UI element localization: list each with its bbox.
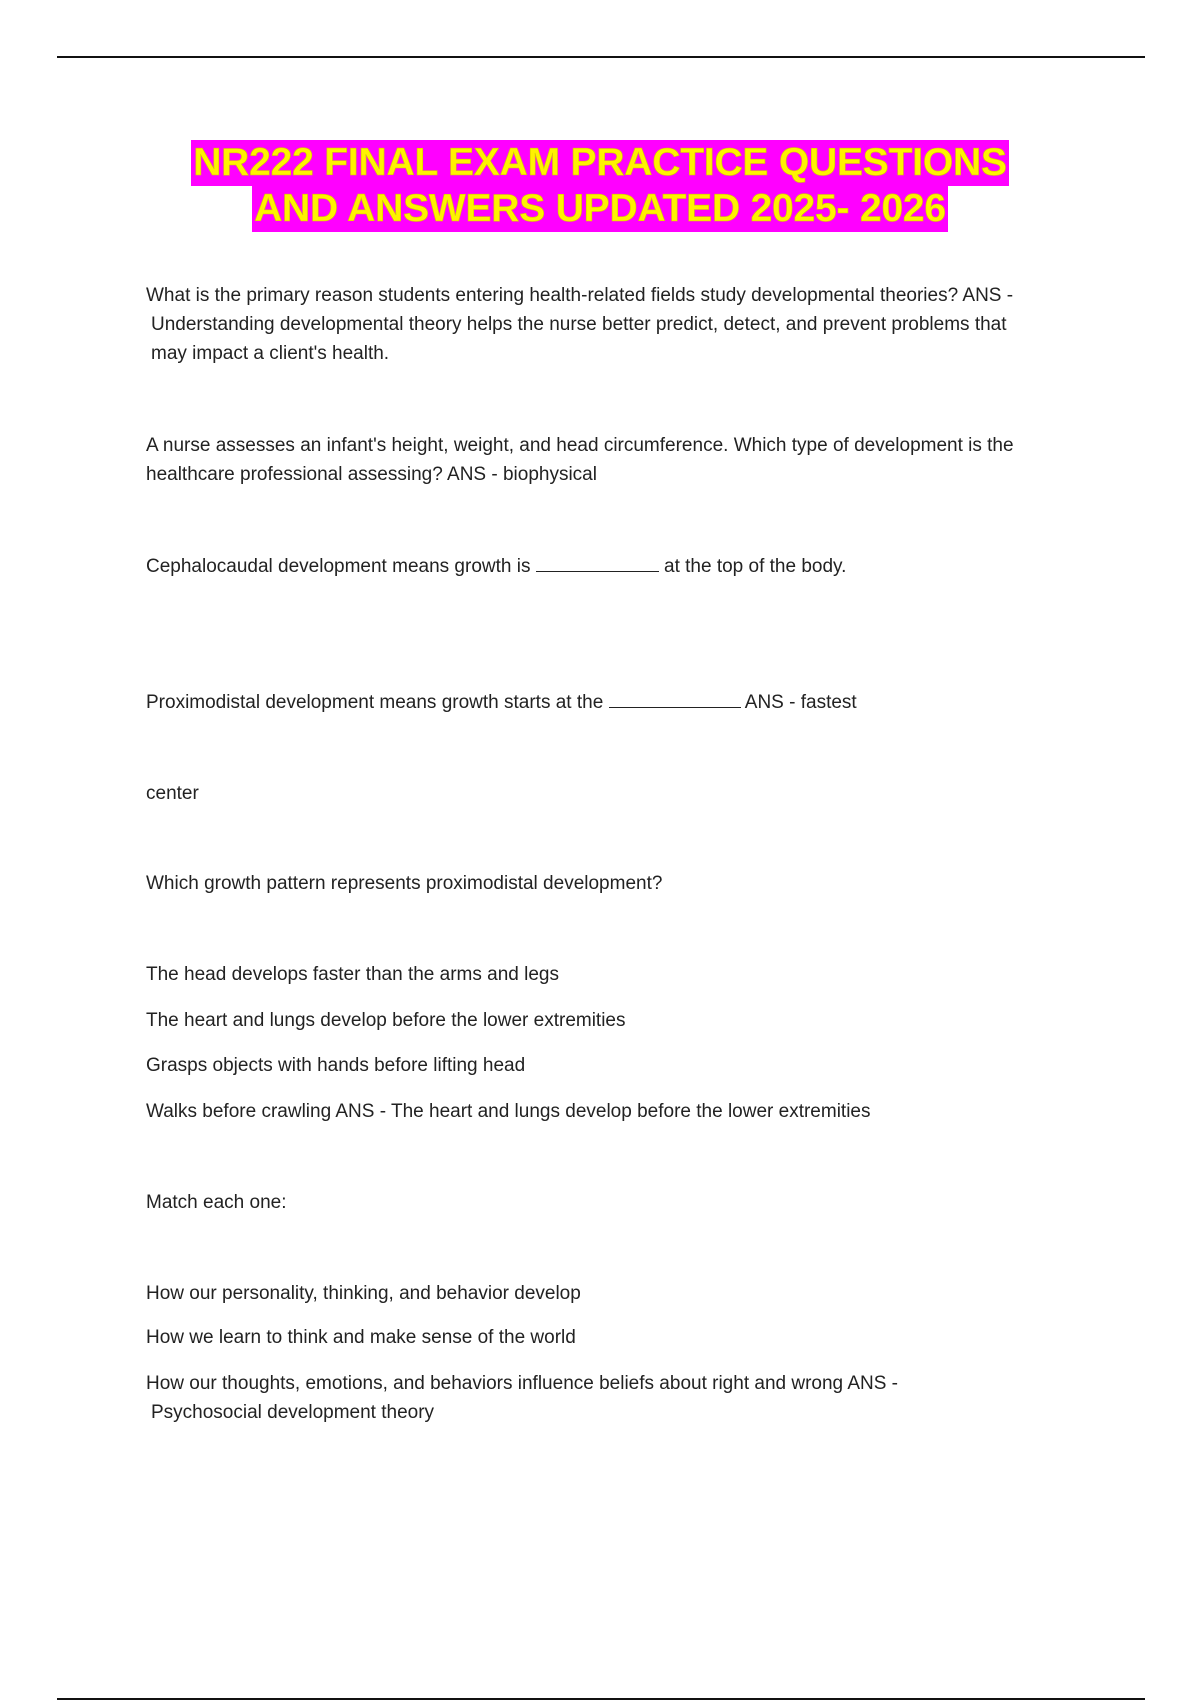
answer-text: Psychosocial development theory [151, 1402, 435, 1423]
item-text: How our thoughts, emotions, and behaviors influence beliefs about right and wrong ANS - [146, 1373, 899, 1394]
header-rule [57, 56, 1145, 58]
fill-in-blank [536, 552, 659, 572]
question-1-line-3: may impact a client's health. [151, 343, 390, 364]
question-6-item [146, 1279, 1096, 1308]
question-5-option [146, 1097, 1096, 1126]
question-5-prompt [146, 869, 1096, 898]
question-1-line-2: Understanding developmental theory helps the nurse better predict, detect, and prevent problems that [151, 314, 1007, 335]
question-6-text: Match each one: [146, 1192, 287, 1213]
option-text: The heart and lungs develop before the lower extremities [146, 1010, 626, 1031]
question-4-text-before: Proximodistal development means growth starts at the [146, 692, 609, 713]
fill-in-blank [609, 688, 741, 708]
question-4-text-after: ANS - fastest [740, 692, 857, 713]
question-3 [146, 552, 1096, 581]
question-6-prompt [146, 1188, 1096, 1217]
document-title [0, 140, 1200, 232]
question-1-line-1: What is the primary reason students entering health-related fields study developmental theories? ANS - [146, 285, 1014, 306]
item-text: How we learn to think and make sense of the world [146, 1327, 576, 1348]
question-2-line-2: healthcare professional assessing? ANS - biophysical [146, 464, 597, 485]
question-6-item [146, 1323, 1096, 1352]
question-5-option [146, 1006, 1096, 1035]
question-5-text: Which growth pattern represents proximodistal development? [146, 873, 663, 894]
option-text: Walks before crawling ANS - The heart and lungs develop before the lower extremities [146, 1101, 871, 1122]
option-text: The head develops faster than the arms and legs [146, 964, 559, 985]
title-line-2: AND ANSWERS UPDATED 2025- 2026 [254, 187, 946, 230]
question-3-text-after: at the top of the body. [658, 556, 847, 577]
question-5-option [146, 1051, 1096, 1080]
title-line-1: NR222 FINAL EXAM PRACTICE QUESTIONS [193, 141, 1007, 184]
item-text: How our personality, thinking, and behavior develop [146, 1283, 581, 1304]
question-1 [146, 281, 1096, 368]
question-5-option [146, 960, 1096, 989]
question-4 [146, 688, 1096, 717]
question-4-answer-center: center [146, 783, 199, 804]
question-3-text-before: Cephalocaudal development means growth is [146, 556, 536, 577]
option-text: Grasps objects with hands before lifting head [146, 1055, 526, 1076]
question-2 [146, 431, 1096, 489]
question-2-line-1: A nurse assesses an infant's height, weight, and head circumference. Which type of development is the [146, 435, 1014, 456]
question-4-continuation [146, 779, 1096, 808]
question-6-item [146, 1369, 1096, 1427]
